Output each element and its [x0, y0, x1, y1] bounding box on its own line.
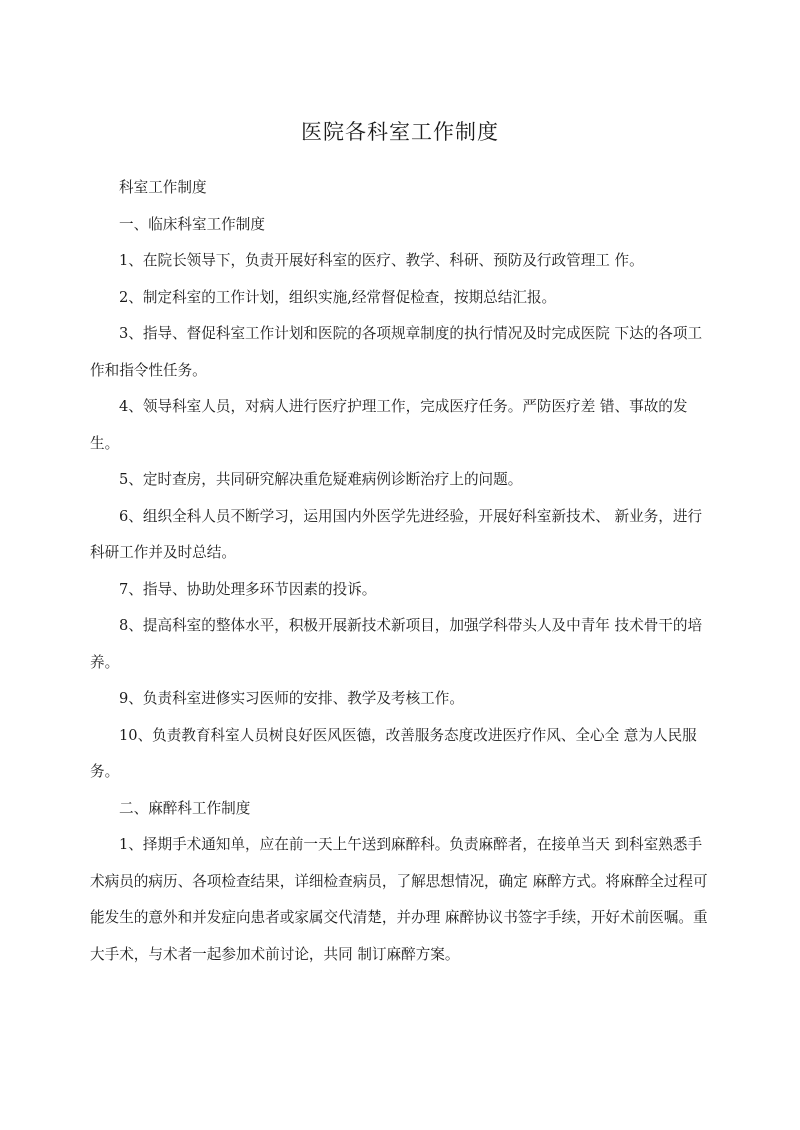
paragraph-subsection-anesthesia: 二、麻醉科工作制度: [119, 799, 251, 817]
paragraph-clinical-item-5: 5、定时查房，共同研究解决重危疑难病例诊断治疗上的问题。: [119, 471, 523, 488]
paragraph-clinical-item-1: 1、在院长领导下，负责开展好科室的医疗、教学、科研、预防及行政管理工 作。: [119, 252, 644, 269]
paragraph-clinical-item-7: 7、指导、协助处理多环节因素的投诉。: [119, 580, 377, 598]
paragraph-clinical-item-4: 4、领导科室人员，对病人进行医疗护理工作，完成医疗任务。严防医疗差 错、事故的发生。: [90, 398, 688, 452]
paragraph-section-heading: 科室工作制度: [119, 179, 207, 196]
paragraph-subsection-clinical: 一、临床科室工作制度: [119, 215, 265, 233]
paragraph-clinical-item-6: 6、组织全科人员不断学习，运用国内外医学先进经验，开展好科室新技术、 新业务，进行科研工作并及时总结。: [90, 507, 703, 561]
document-body: [90, 170, 715, 973]
paragraph-clinical-item-9: 9、负责科室进修实习医师的安排、教学及考核工作。: [119, 690, 464, 707]
paragraph-clinical-item-8: 8、提高科室的整体水平，积极开展新技术新项目，加强学科带头人及中青年 技术骨干的培养。: [90, 617, 703, 671]
paragraph-clinical-item-3: 3、指导、督促科室工作计划和医院的各项规章制度的执行情况及时完成医院 下达的各项工作和指令性任务。: [90, 325, 703, 379]
paragraph-anesthesia-item-1: 1、择期手术通知单，应在前一天上午送到麻醉科。负责麻醉者，在接单当天 到科室熟悉手术病员的病历、各项检查结果，详细检查病员，了解思想情况，确定 麻醉方式。将麻醉全过程可能发生的意外和并发症向患者或家属交代清楚，并办理 麻醉协议书签字手续，开好术前医嘱。重大手术，与术者一起参加术前讨论，共同 制订麻醉方案。: [90, 836, 708, 963]
paragraph-clinical-item-10: 10、负责教育科室人员树良好医风医德，改善服务态度改进医疗作风、全心全 意为人民服务。: [90, 726, 697, 780]
paragraph-clinical-item-2: 2、制定科室的工作计划，组织实施,经常督促检查，按期总结汇报。: [119, 288, 557, 306]
document-title: 医院各科室工作制度: [301, 120, 499, 144]
